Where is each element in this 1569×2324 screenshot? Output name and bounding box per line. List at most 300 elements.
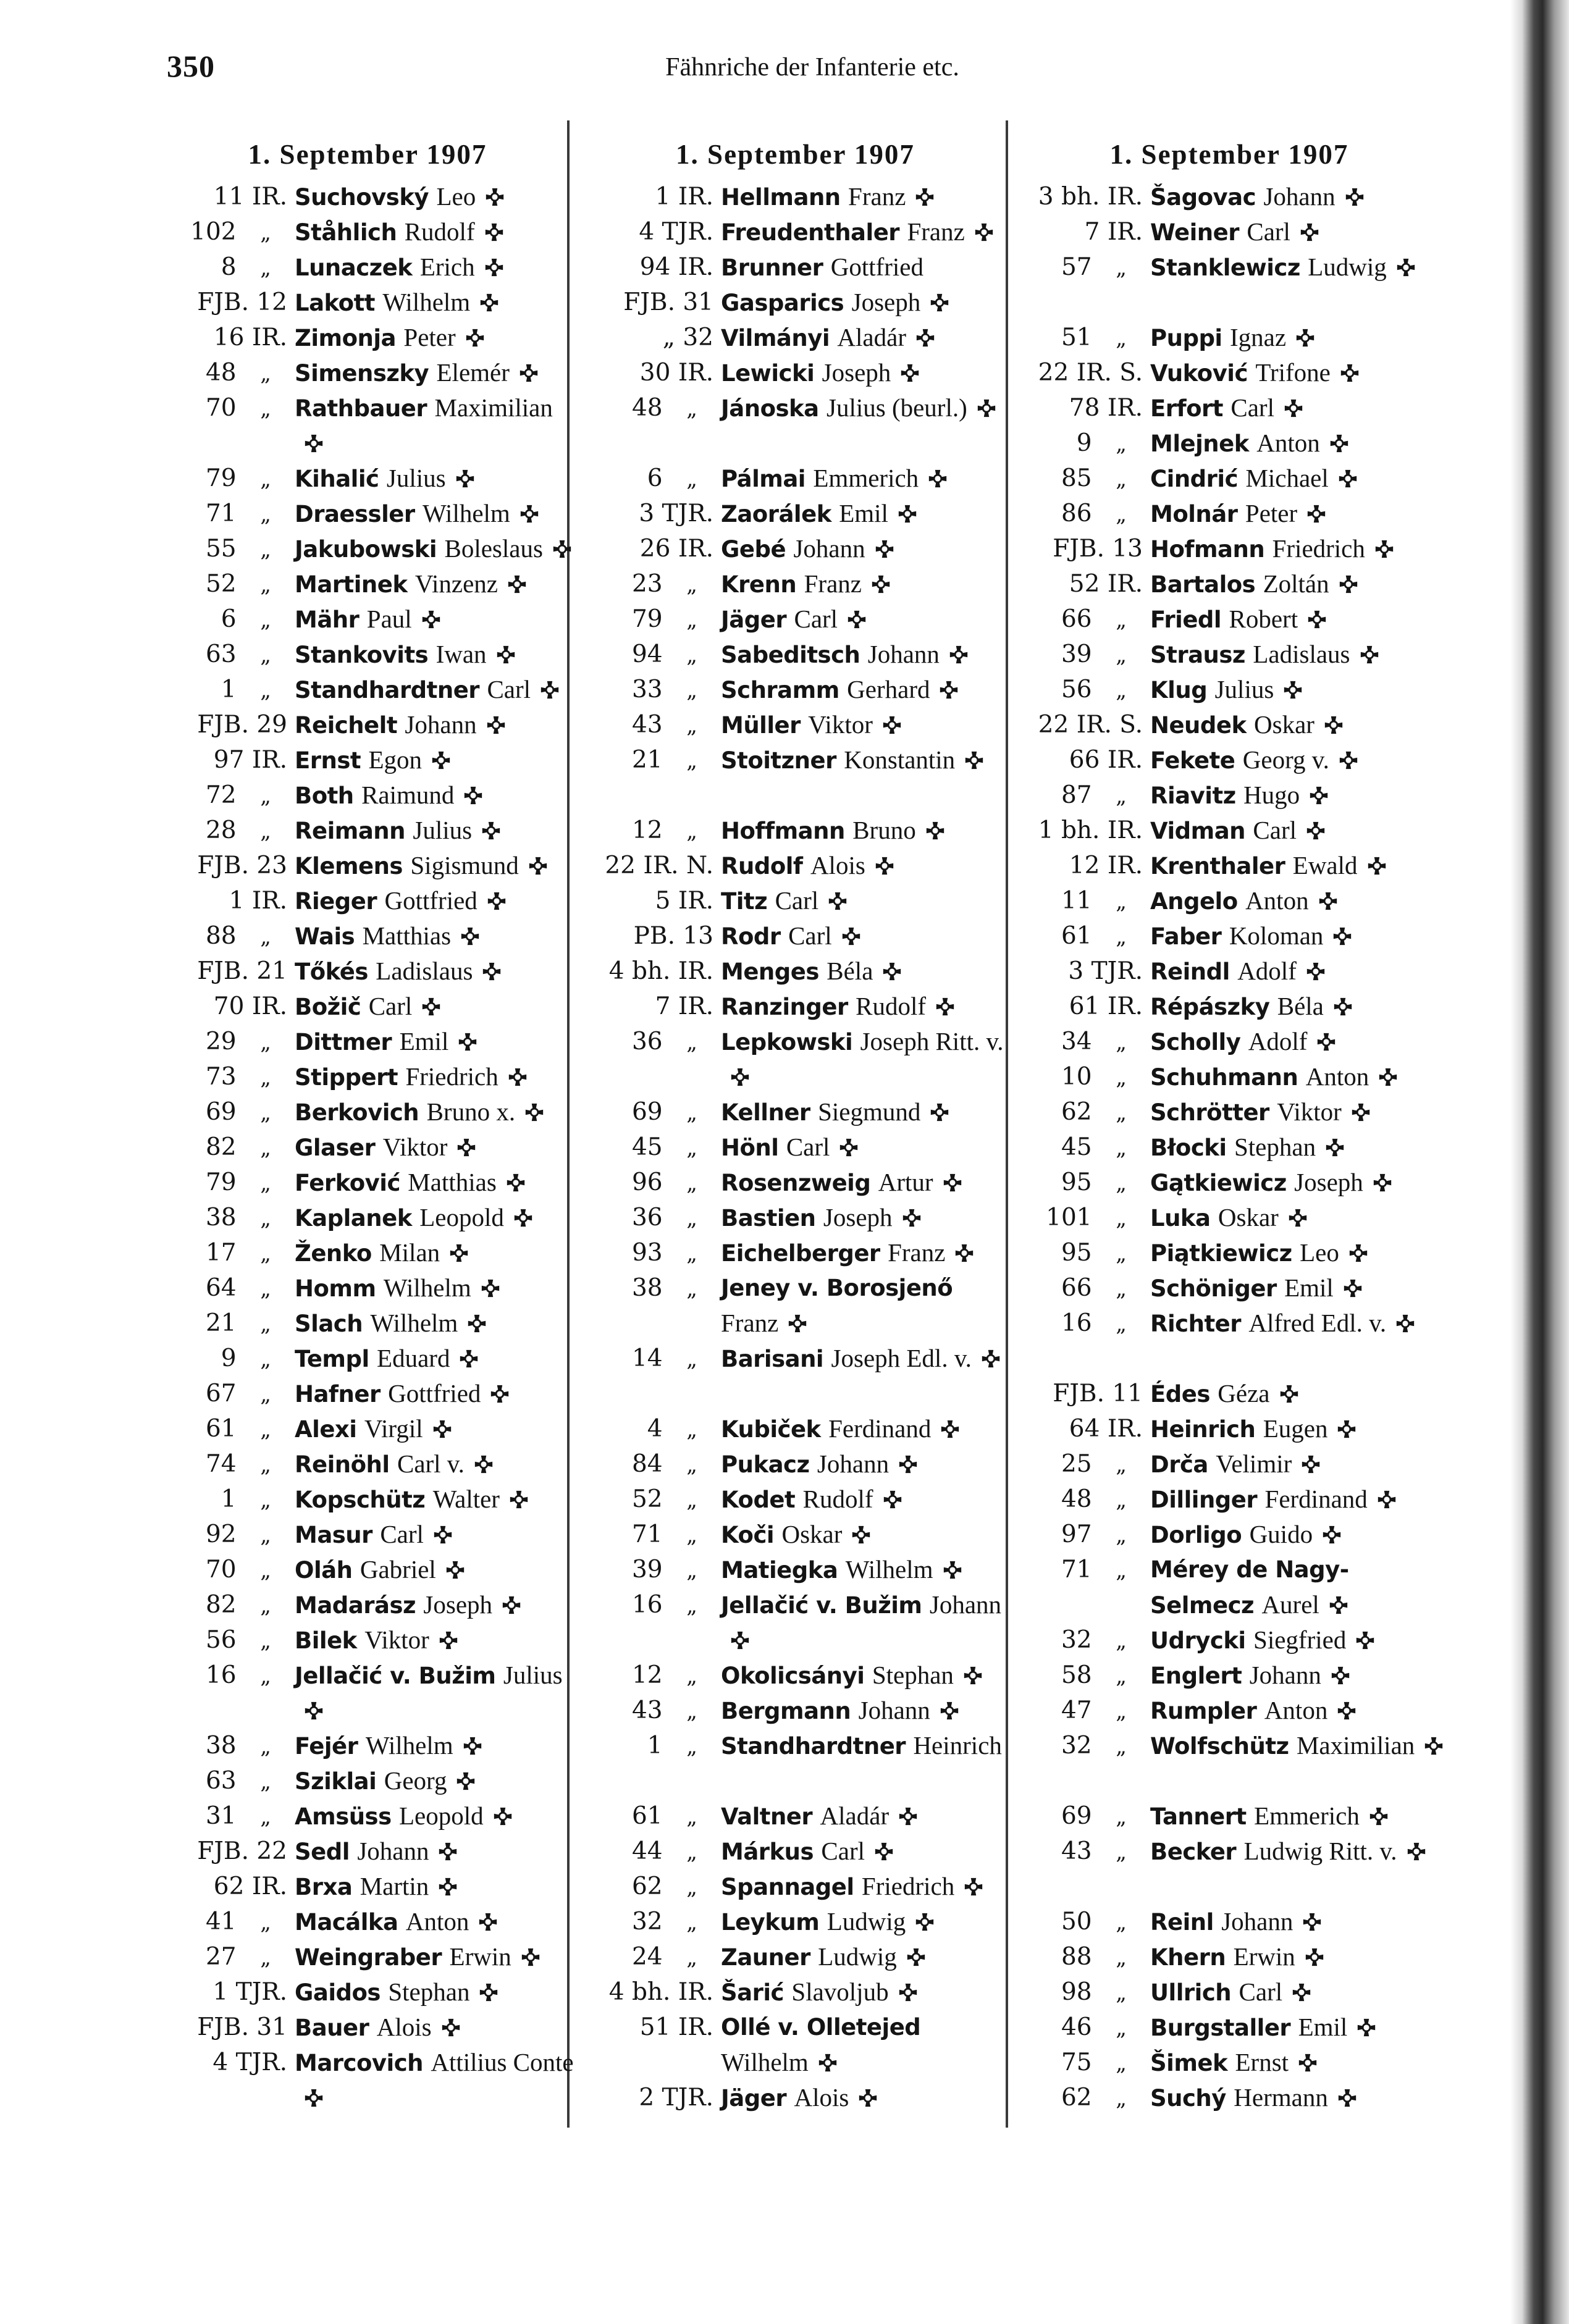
list-item (584, 1974, 1007, 2010)
unit-number (584, 390, 713, 427)
unit-type: „ (260, 1453, 271, 1477)
unit-number-value: 43 (631, 1697, 663, 1724)
list-item (1013, 214, 1445, 250)
catholic-cross-icon (976, 398, 997, 419)
unit-number (158, 848, 287, 883)
surname: Kodet (721, 1487, 796, 1513)
catholic-cross-icon (478, 1982, 499, 2003)
unit-number-value: 3 (1038, 183, 1054, 211)
unit-type: IR. (678, 253, 713, 281)
unit-type: „ (1116, 1488, 1127, 1512)
list-item (158, 954, 578, 989)
unit-number (1013, 1974, 1143, 2011)
catholic-cross-icon (942, 1559, 963, 1580)
surname: Vidman (1150, 818, 1246, 844)
catholic-cross-icon (730, 1067, 751, 1088)
catholic-cross-icon (1336, 1700, 1357, 1721)
list-item (158, 1200, 578, 1235)
given-name: Johann (793, 534, 865, 563)
surname: Mérey de Nagy-Selmecz (1150, 1556, 1349, 1619)
person-name (295, 1376, 578, 1412)
person-name (295, 1411, 578, 1447)
surname: Zauner (721, 1944, 810, 1971)
surname: Wolfschütz (1150, 1733, 1289, 1760)
unit-type: IR. (251, 887, 287, 915)
surname: Slach (295, 1311, 363, 1337)
given-name: Emmerich (1254, 1802, 1360, 1830)
given-name: Carl (775, 886, 819, 915)
unit-type: „ (1116, 432, 1127, 456)
given-name: Robert (1229, 605, 1298, 633)
surname: Schöniger (1150, 1275, 1277, 1302)
unit-number (158, 672, 287, 708)
unit-number-value: 74 (205, 1450, 237, 1478)
catholic-cross-icon (929, 292, 950, 313)
unit-number-value: FJB. 23 (197, 852, 287, 879)
given-name: Friedrich (1272, 534, 1365, 563)
list-item (1013, 1974, 1445, 2010)
given-name: Julius (beurl.) (827, 393, 967, 422)
person-name (295, 2045, 578, 2116)
unit-number (1013, 1622, 1143, 1659)
list-item (584, 1482, 1007, 1517)
unit-number-value: 47 (1061, 1697, 1092, 1724)
given-name: Stephan (872, 1661, 954, 1689)
given-name: Wilhelm (845, 1555, 933, 1584)
unit-number (158, 1094, 287, 1131)
given-name: Carl (786, 1133, 830, 1161)
surname: Barisani (721, 1346, 824, 1372)
given-name: Adolf (1237, 957, 1297, 985)
catholic-cross-icon (456, 1137, 477, 1158)
given-name: Wilhelm (721, 2048, 809, 2076)
given-name: Leo (1300, 1238, 1339, 1267)
catholic-cross-icon (1355, 1630, 1376, 1651)
unit-number (1013, 813, 1143, 848)
person-name (721, 1798, 1007, 1834)
catholic-cross-icon (489, 1383, 510, 1404)
unit-number-value: 61 (205, 1415, 237, 1443)
unit-number (1013, 1939, 1143, 1976)
unit-type: „ (260, 1136, 271, 1160)
catholic-cross-icon (1324, 1137, 1345, 1158)
person-name (1150, 602, 1445, 637)
person-name (295, 1130, 578, 1165)
surname: Klug (1150, 677, 1208, 703)
catholic-cross-icon (513, 1207, 534, 1228)
given-name: Wilhelm (365, 1731, 453, 1760)
unit-number-value: 56 (205, 1626, 237, 1654)
given-name: Joseph (822, 358, 891, 387)
catholic-cross-icon (460, 926, 481, 947)
unit-type: „ (1116, 925, 1127, 949)
catholic-cross-icon (1395, 257, 1416, 278)
unit-number-value: 1 (229, 887, 245, 915)
list-item (584, 1869, 1007, 1904)
unit-number-value: 31 (205, 1802, 237, 1830)
unit-number-value: 58 (1061, 1661, 1092, 1689)
unit-number-value: 85 (1061, 464, 1092, 492)
unit-type: „ (686, 1734, 697, 1759)
person-name (721, 566, 1007, 602)
unit-number-value: 11 (213, 183, 245, 211)
catholic-cross-icon (1299, 222, 1320, 243)
unit-number (1013, 1059, 1143, 1096)
unit-number-value: 32 (1061, 1732, 1092, 1760)
surname: Sziklai (295, 1768, 377, 1795)
person-name (1150, 1728, 1445, 1764)
given-name: Zoltán (1263, 569, 1329, 598)
given-name: Julius (1214, 675, 1274, 703)
unit-number-value: „ 32 (662, 324, 713, 351)
surname: Kubiček (721, 1416, 821, 1443)
given-name: Rudolf (856, 992, 926, 1020)
catholic-cross-icon (938, 679, 959, 700)
person-name (295, 1270, 578, 1306)
surname: Suchý (1150, 2085, 1226, 2112)
person-name (295, 496, 578, 532)
surname: Ranzinger (721, 994, 848, 1020)
list-item (158, 1306, 578, 1341)
list-item (584, 2010, 1007, 2080)
catholic-cross-icon (479, 292, 500, 313)
surname: Koči (721, 1522, 775, 1548)
list-item (1013, 848, 1445, 883)
unit-number-value: 25 (1061, 1450, 1092, 1478)
catholic-cross-icon (486, 891, 507, 912)
unit-type: „ (686, 1171, 697, 1196)
unit-type: „ (260, 1664, 271, 1688)
catholic-cross-icon (1330, 1665, 1351, 1686)
given-name: Anton (1245, 886, 1309, 915)
unit-number (584, 320, 713, 355)
unit-number-value: 29 (205, 1028, 237, 1055)
unit-type: „ (686, 1241, 697, 1266)
unit-type: „ (260, 678, 271, 703)
unit-number (584, 1200, 713, 1236)
person-name (1150, 1165, 1445, 1201)
list-item (1013, 2010, 1445, 2045)
unit-type: „ (1116, 1840, 1127, 1865)
surname: Rosenzweig (721, 1170, 871, 1196)
catholic-cross-icon (421, 996, 442, 1017)
person-name (1150, 214, 1445, 250)
unit-number-value: 63 (205, 1767, 237, 1795)
person-name (721, 1939, 1007, 1975)
person-name (721, 918, 1007, 954)
person-name (721, 355, 1007, 391)
unit-number-value: 24 (631, 1943, 663, 1971)
catholic-cross-icon (963, 1876, 984, 1897)
unit-type: IR. (1107, 992, 1143, 1020)
unit-type: „ (1116, 1136, 1127, 1160)
given-name: Oskar (1218, 1203, 1279, 1231)
list-item (1013, 637, 1445, 672)
surname: Macálka (295, 1909, 398, 1936)
given-name: Franz (907, 217, 965, 246)
unit-number (158, 813, 287, 849)
surname: Ernst (295, 747, 361, 774)
surname: Richter (1150, 1311, 1241, 1337)
list-item (158, 250, 578, 285)
surname: Riavitz (1150, 782, 1236, 809)
surname: Berkovich (295, 1099, 419, 1126)
unit-number (584, 1341, 713, 1377)
unit-number-value: 12 (631, 816, 663, 844)
catholic-cross-icon (897, 503, 918, 524)
unit-number (158, 461, 287, 497)
given-name: Raimund (361, 781, 455, 809)
surname: Fekete (1150, 747, 1235, 774)
unit-number (1013, 742, 1143, 778)
surname: Drča (1150, 1451, 1208, 1478)
unit-number-value: 16 (205, 1661, 237, 1689)
unit-number-value: 22 (1038, 359, 1069, 387)
list-item (1013, 1446, 1445, 1482)
list-item (584, 1834, 1007, 1869)
given-name: Ferdinand (1264, 1485, 1368, 1513)
unit-number (1013, 707, 1143, 742)
person-name (1150, 1059, 1445, 1095)
surname: Reimann (295, 818, 405, 844)
column-1 (158, 130, 578, 2115)
catholic-cross-icon (927, 468, 948, 489)
unit-number (584, 989, 713, 1024)
given-name: Rudolf (802, 1485, 873, 1513)
catholic-cross-icon (1282, 679, 1303, 700)
unit-number-value: 55 (205, 535, 237, 563)
catholic-cross-icon (1348, 1243, 1369, 1264)
catholic-cross-icon (437, 1876, 458, 1897)
unit-number-value: 64 (1069, 1415, 1100, 1443)
person-name (1150, 848, 1445, 884)
surname: Faber (1150, 923, 1222, 950)
unit-number-value: 67 (205, 1380, 237, 1407)
unit-type: „ (1116, 1910, 1127, 1935)
unit-number-value: 94 (639, 253, 671, 281)
given-name: Carl (487, 675, 531, 703)
unit-number (584, 355, 713, 390)
unit-type: TJR. (235, 1978, 287, 2006)
catholic-cross-icon (1323, 715, 1344, 736)
unit-number-value: 4 (647, 1415, 663, 1443)
surname: Erfort (1150, 395, 1223, 422)
unit-number-value: 8 (221, 253, 237, 281)
unit-number (158, 285, 287, 320)
given-name: Carl (368, 992, 413, 1020)
surname: Hofmann (1150, 536, 1265, 563)
unit-type: „ (686, 1840, 697, 1865)
unit-number-value: 62 (213, 1873, 245, 1900)
person-name (1150, 1658, 1445, 1693)
person-name (295, 285, 578, 321)
unit-type: „ (1116, 1558, 1127, 1583)
list-item (584, 1728, 1007, 1798)
list-item (1013, 1552, 1445, 1622)
given-name: Joseph Ritt. v. (860, 1027, 1004, 1055)
list-item (158, 1130, 578, 1165)
unit-type: „ (686, 1347, 697, 1372)
given-name: Joseph (851, 288, 921, 316)
list-item (158, 461, 578, 496)
unit-type: „ (686, 1417, 697, 1442)
given-name: Carl (1230, 393, 1274, 422)
entry-list (584, 179, 1007, 2115)
unit-number-value: 75 (1061, 2049, 1092, 2076)
unit-type: „ (260, 1734, 271, 1759)
person-name (295, 918, 578, 954)
unit-number-value: 39 (631, 1556, 663, 1584)
surname: Ullrich (1150, 1979, 1232, 2006)
given-name: Oskar (1254, 710, 1315, 739)
list-item (1013, 954, 1445, 989)
catholic-cross-icon (874, 539, 895, 560)
catholic-cross-icon (484, 222, 505, 243)
unit-type: „ (260, 1629, 271, 1653)
catholic-cross-icon (1368, 1806, 1389, 1827)
unit-type: „ (260, 1171, 271, 1196)
given-name: Erwin (1233, 1942, 1295, 1971)
given-name: Ewald (1292, 851, 1358, 879)
surname: Lunaczek (295, 254, 413, 281)
catholic-cross-icon (974, 222, 995, 243)
surname: Sabeditsch (721, 642, 860, 668)
list-item (584, 390, 1007, 461)
surname: Amsüss (295, 1803, 392, 1830)
person-name (1150, 1939, 1445, 1975)
given-name: Trifone (1255, 358, 1331, 387)
unit-type: „ (260, 1101, 271, 1125)
unit-type: „ (260, 573, 271, 597)
list-item (584, 1658, 1007, 1693)
unit-number-value: 38 (205, 1204, 237, 1231)
catholic-cross-icon (463, 785, 484, 806)
unit-number (158, 1270, 287, 1307)
surname: Ståhlich (295, 219, 397, 246)
surname: Gaidos (295, 1979, 381, 2006)
surname: Fejér (295, 1733, 358, 1760)
catholic-cross-icon (466, 1313, 487, 1334)
surname: Lewicki (721, 360, 815, 387)
person-name (1150, 883, 1445, 919)
unit-number (158, 1165, 287, 1201)
given-name: Viktor (364, 1626, 429, 1654)
given-name: Gabriel (360, 1555, 436, 1584)
catholic-cross-icon (882, 1489, 903, 1510)
unit-type: „ (1116, 1805, 1127, 1829)
catholic-cross-icon (518, 363, 539, 384)
person-name (1150, 637, 1445, 673)
catholic-cross-icon (438, 1630, 459, 1651)
list-item (158, 1587, 578, 1622)
catholic-cross-icon (455, 468, 476, 489)
unit-number (158, 602, 287, 638)
surname: Vilmányi (721, 325, 830, 351)
list-item (158, 1165, 578, 1200)
given-name: Ludwig Ritt. v. (1243, 1837, 1397, 1865)
person-name (295, 1728, 578, 1764)
list-item (158, 566, 578, 602)
unit-number (584, 1939, 713, 1976)
unit-number (158, 496, 287, 532)
unit-number-value: 50 (1061, 1908, 1092, 1936)
unit-type: „ (260, 502, 271, 527)
unit-number-value: 57 (1061, 253, 1092, 281)
unit-number-value: 52 (631, 1485, 663, 1513)
person-name (1150, 250, 1445, 285)
unit-number (584, 179, 713, 214)
list-item (158, 1869, 578, 1904)
catholic-cross-icon (730, 1630, 751, 1651)
given-name: Eduard (377, 1344, 450, 1372)
surname: Alexi (295, 1416, 357, 1443)
unit-type: „ (1116, 643, 1127, 668)
unit-number (584, 918, 713, 954)
unit-type: „ (1116, 1030, 1127, 1055)
given-name: Gottfried (384, 886, 477, 915)
given-name: Siegfried (1253, 1626, 1347, 1654)
unit-number-value: 70 (213, 992, 245, 1020)
list-item (1013, 1200, 1445, 1235)
unit-number (1013, 848, 1143, 883)
list-item (158, 1728, 578, 1763)
person-name (1150, 426, 1445, 461)
catholic-cross-icon (874, 855, 895, 876)
person-name (295, 1904, 578, 1940)
person-name (295, 214, 578, 250)
column-heading: 1. September 1907 (248, 139, 487, 170)
list-item (1013, 742, 1445, 778)
unit-number-value: 36 (631, 1028, 663, 1055)
unit-number (158, 989, 287, 1024)
catholic-cross-icon (899, 363, 920, 384)
given-name: Carl (380, 1520, 424, 1548)
unit-type: „ (686, 1805, 697, 1829)
unit-number-value: 88 (1061, 1943, 1092, 1971)
surname: Stippert (295, 1064, 398, 1091)
unit-number (1013, 989, 1143, 1024)
unit-type: „ (1116, 2051, 1127, 2076)
list-item (584, 320, 1007, 355)
unit-number (158, 390, 287, 427)
catholic-cross-icon (1316, 1031, 1337, 1052)
given-name: Johann (1221, 1907, 1293, 1936)
unit-number (584, 1270, 713, 1307)
surname: Burgstaller (1150, 2015, 1291, 2041)
unit-number-value: 97 (1061, 1521, 1092, 1548)
unit-number-value: 93 (631, 1239, 663, 1267)
unit-number-value: 16 (213, 324, 245, 351)
given-name: Bruno x. (426, 1097, 516, 1126)
surname: Ženko (295, 1240, 372, 1267)
list-item (158, 883, 578, 918)
unit-number (584, 1587, 713, 1624)
unit-number (584, 637, 713, 673)
surname: Krenthaler (1150, 853, 1285, 879)
person-name (721, 1482, 1007, 1517)
given-name: Franz (848, 182, 906, 211)
given-name: Wilhelm (423, 499, 510, 527)
unit-number-value: 9 (221, 1344, 237, 1372)
person-name (295, 566, 578, 602)
unit-number-value: 71 (631, 1521, 663, 1548)
catholic-cross-icon (827, 891, 848, 912)
list-item (584, 1235, 1007, 1270)
person-name (1150, 2010, 1445, 2045)
unit-number (584, 1517, 713, 1553)
list-item (1013, 883, 1445, 918)
given-name: Johann (867, 640, 940, 668)
